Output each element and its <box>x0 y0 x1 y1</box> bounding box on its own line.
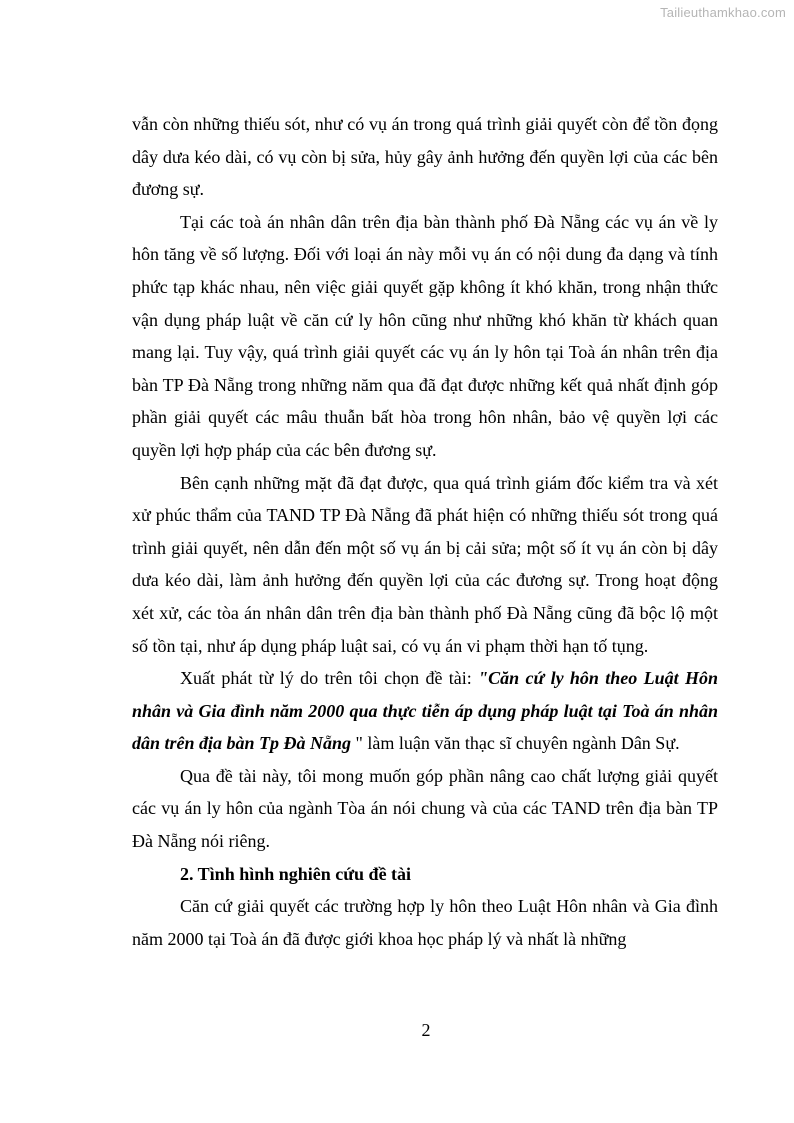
paragraph-2: Tại các toà án nhân dân trên địa bàn thành phố Đà Nẵng các vụ án về ly hôn tăng về số lượng. Đối với loại án này mỗi vụ án có nội dung đa dạng và tính phức tạp khác nhau, nên việc giải quyết gặp không ít khó khăn, trong nhận thức vận dụng pháp luật về căn cứ ly hôn cũng như những khó khăn từ khách quan mang lại. Tuy vậy, quá trình giải quyết các vụ án ly hôn tại Toà án nhân trên địa bàn TP Đà Nẵng trong những năm qua đã đạt được những kết quả nhất định góp phần giải quyết các mâu thuẫn bất hòa trong hôn nhân, bảo vệ quyền lợi các quyền lợi hợp pháp của các bên đương sự. <box>132 211 718 460</box>
paragraph-1: vẫn còn những thiếu sót, như có vụ án trong quá trình giải quyết còn để tồn đọng dây dưa kéo dài, có vụ còn bị sửa, hủy gây ảnh hưởng đến quyền lợi của các bên đương sự. <box>132 114 718 200</box>
section-heading: 2. Tình hình nghiên cứu đề tài <box>180 863 412 884</box>
paragraph-4 <box>132 662 718 760</box>
document-body <box>132 108 718 955</box>
paragraph-6: Căn cứ giải quyết các trường hợp ly hôn theo Luật Hôn nhân và Gia đình năm 2000 tại Toà án đã được giới khoa học pháp lý và nhất là những <box>132 896 718 949</box>
paragraph-4-outro: " làm luận văn thạc sĩ chuyên ngành Dân Sự. <box>351 733 680 754</box>
page-number: 2 <box>421 1020 431 1040</box>
watermark-text: Tailieuthamkhao.com <box>660 5 786 20</box>
paragraph-5: Qua đề tài này, tôi mong muốn góp phần nâng cao chất lượng giải quyết các vụ án ly hôn của ngành Tòa án nói chung và của các TAND trên địa bàn TP Đà Nẵng nói riêng. <box>132 765 718 852</box>
paragraph-4-intro: Xuất phát từ lý do trên tôi chọn đề tài: <box>180 668 479 689</box>
paragraph-3: Bên cạnh những mặt đã đạt được, qua quá trình giám đốc kiểm tra và xét xử phúc thẩm của TAND TP Đà Nẵng đã phát hiện có những thiếu sót trong quá trình giải quyết, nên dẫn đến một số vụ án bị cải sửa; một số ít vụ án còn bị dây dưa kéo dài, làm ảnh hưởng đến quyền lợi của các đương sự. Trong hoạt động xét xử, các tòa án nhân dân trên địa bàn thành phố Đà Nẵng cũng đã bộc lộ một số tồn tại, như áp dụng pháp luật sai, có vụ án vi phạm thời hạn tố tụng. <box>132 472 718 656</box>
thesis-title: "Căn cứ ly hôn theo Luật Hôn nhân và Gia đình năm 2000 qua thực tiễn áp dụng pháp luật tại Toà án nhân dân trên địa bàn Tp Đà Nẵng <box>132 668 718 754</box>
